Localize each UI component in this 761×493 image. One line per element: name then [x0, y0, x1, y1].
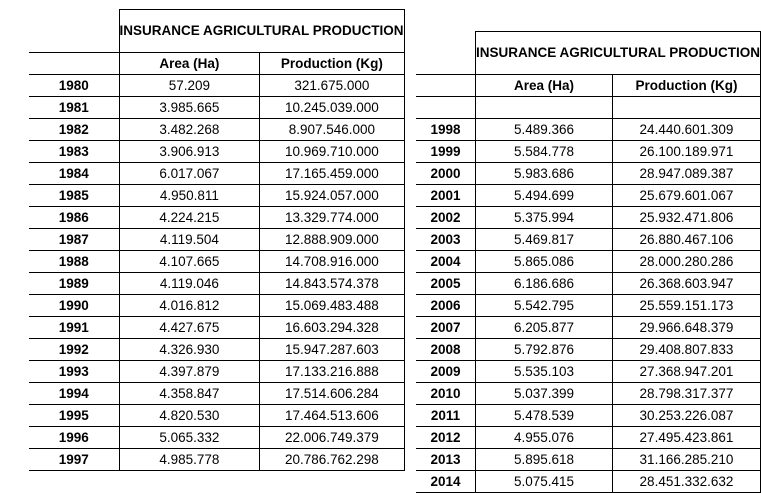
year-cell: 1981 — [29, 97, 119, 119]
table-row — [416, 273, 761, 295]
area-cell: 4.119.046 — [119, 273, 260, 295]
area-cell: 6.186.686 — [476, 273, 613, 295]
production-cell: 12.888.909.000 — [260, 229, 404, 251]
year-cell: 2006 — [416, 295, 476, 317]
year-cell: 2003 — [416, 229, 476, 251]
table-row — [29, 163, 404, 185]
table-row — [29, 317, 404, 339]
production-cell: 25.932.471.806 — [612, 207, 760, 229]
production-cell: 27.495.423.861 — [612, 427, 760, 449]
area-cell: 5.494.699 — [476, 185, 613, 207]
table-row — [29, 97, 404, 119]
area-cell: 4.224.215 — [119, 207, 260, 229]
year-cell: 1983 — [29, 141, 119, 163]
year-cell: 2007 — [416, 317, 476, 339]
column-header-row — [29, 53, 404, 75]
production-table-1980-1997 — [29, 9, 405, 471]
table-row — [29, 383, 404, 405]
table-row — [29, 207, 404, 229]
area-cell: 4.326.930 — [119, 339, 260, 361]
year-cell: 2009 — [416, 361, 476, 383]
area-cell: 4.397.879 — [119, 361, 260, 383]
empty-corner-cell — [416, 32, 476, 75]
empty-corner-cell — [29, 10, 119, 53]
year-cell: 1996 — [29, 427, 119, 449]
year-cell: 1997 — [29, 449, 119, 471]
production-cell: 14.843.574.378 — [260, 273, 404, 295]
table-row — [416, 185, 761, 207]
table-row — [416, 427, 761, 449]
year-cell: 2010 — [416, 383, 476, 405]
area-cell: 4.107.665 — [119, 251, 260, 273]
area-cell: 57.209 — [119, 75, 260, 97]
area-cell: 6.205.877 — [476, 317, 613, 339]
area-cell: 5.542.795 — [476, 295, 613, 317]
production-cell: 28.451.332.632 — [612, 471, 760, 493]
table-row — [416, 163, 761, 185]
production-cell: 15.069.483.488 — [260, 295, 404, 317]
area-cell: 4.950.811 — [119, 185, 260, 207]
production-cell: 29.408.807.833 — [612, 339, 760, 361]
table-row — [416, 449, 761, 471]
year-cell: 2012 — [416, 427, 476, 449]
table-row — [416, 317, 761, 339]
table-title: INSURANCE AGRICULTURAL PRODUCTION — [119, 10, 404, 53]
table-row — [416, 229, 761, 251]
table-row — [29, 427, 404, 449]
production-cell: 26.880.467.106 — [612, 229, 760, 251]
table-row — [29, 141, 404, 163]
table-row — [29, 75, 404, 97]
production-cell: 14.708.916.000 — [260, 251, 404, 273]
area-cell: 5.478.539 — [476, 405, 613, 427]
year-cell: 2001 — [416, 185, 476, 207]
year-cell: 1985 — [29, 185, 119, 207]
area-column-header: Area (Ha) — [119, 53, 260, 75]
table-row — [416, 119, 761, 141]
area-cell: 3.906.913 — [119, 141, 260, 163]
table-row — [416, 361, 761, 383]
year-cell: 2004 — [416, 251, 476, 273]
area-cell: 5.375.994 — [476, 207, 613, 229]
year-cell: 2011 — [416, 405, 476, 427]
year-cell: 1998 — [416, 119, 476, 141]
table-row — [29, 119, 404, 141]
production-cell: 17.514.606.284 — [260, 383, 404, 405]
production-column-header: Production (Kg) — [260, 53, 404, 75]
year-cell: 1988 — [29, 251, 119, 273]
production-cell: 22.006.749.379 — [260, 427, 404, 449]
table-row — [29, 449, 404, 471]
area-cell: 4.427.675 — [119, 317, 260, 339]
blank-cell — [416, 97, 476, 119]
table-row — [416, 383, 761, 405]
production-cell: 15.924.057.000 — [260, 185, 404, 207]
area-cell: 5.469.817 — [476, 229, 613, 251]
production-cell: 26.368.603.947 — [612, 273, 760, 295]
table-row — [29, 405, 404, 427]
production-cell: 321.675.000 — [260, 75, 404, 97]
area-column-header: Area (Ha) — [476, 75, 613, 97]
production-cell: 10.969.710.000 — [260, 141, 404, 163]
table-row — [29, 229, 404, 251]
year-cell: 1984 — [29, 163, 119, 185]
area-cell: 6.017.067 — [119, 163, 260, 185]
year-cell: 1995 — [29, 405, 119, 427]
area-cell: 4.955.076 — [476, 427, 613, 449]
production-cell: 16.603.294.328 — [260, 317, 404, 339]
production-table-1998-2014 — [416, 31, 761, 493]
area-cell: 4.119.504 — [119, 229, 260, 251]
production-cell: 29.966.648.379 — [612, 317, 760, 339]
table-row — [416, 405, 761, 427]
production-cell: 20.786.762.298 — [260, 449, 404, 471]
area-cell: 4.016.812 — [119, 295, 260, 317]
table-row — [416, 141, 761, 163]
table-row — [29, 251, 404, 273]
production-cell: 31.166.285.210 — [612, 449, 760, 471]
year-header-cell — [29, 53, 119, 75]
year-cell: 1994 — [29, 383, 119, 405]
production-cell: 25.679.601.067 — [612, 185, 760, 207]
production-cell: 17.165.459.000 — [260, 163, 404, 185]
area-cell: 5.983.686 — [476, 163, 613, 185]
production-cell: 28.798.317.377 — [612, 383, 760, 405]
area-cell: 3.985.665 — [119, 97, 260, 119]
table-row — [416, 251, 761, 273]
table-title-row — [416, 32, 761, 75]
area-cell: 3.482.268 — [119, 119, 260, 141]
area-cell: 5.037.399 — [476, 383, 613, 405]
production-column-header: Production (Kg) — [612, 75, 760, 97]
production-cell: 17.464.513.606 — [260, 405, 404, 427]
year-cell: 2002 — [416, 207, 476, 229]
table-row — [416, 339, 761, 361]
year-cell: 2013 — [416, 449, 476, 471]
blank-row — [416, 97, 761, 119]
area-cell: 5.584.778 — [476, 141, 613, 163]
production-cell: 10.245.039.000 — [260, 97, 404, 119]
area-cell: 5.075.415 — [476, 471, 613, 493]
area-cell: 5.535.103 — [476, 361, 613, 383]
table-title-row — [29, 10, 404, 53]
production-cell: 26.100.189.971 — [612, 141, 760, 163]
area-cell: 4.985.778 — [119, 449, 260, 471]
table-row — [29, 295, 404, 317]
year-cell: 1999 — [416, 141, 476, 163]
year-cell: 2005 — [416, 273, 476, 295]
year-cell: 1989 — [29, 273, 119, 295]
column-header-row — [416, 75, 761, 97]
area-cell: 5.065.332 — [119, 427, 260, 449]
table-row — [29, 273, 404, 295]
area-cell: 4.820.530 — [119, 405, 260, 427]
year-cell: 1992 — [29, 339, 119, 361]
year-cell: 2014 — [416, 471, 476, 493]
year-cell: 1991 — [29, 317, 119, 339]
table-row — [416, 471, 761, 493]
year-header-cell — [416, 75, 476, 97]
table-row — [29, 361, 404, 383]
year-cell: 1986 — [29, 207, 119, 229]
year-cell: 1993 — [29, 361, 119, 383]
production-cell: 8.907.546.000 — [260, 119, 404, 141]
area-cell: 5.895.618 — [476, 449, 613, 471]
production-cell: 13.329.774.000 — [260, 207, 404, 229]
table-title: INSURANCE AGRICULTURAL PRODUCTION — [476, 32, 761, 75]
year-cell: 2000 — [416, 163, 476, 185]
area-cell: 5.792.876 — [476, 339, 613, 361]
table-row — [416, 295, 761, 317]
table-row — [29, 339, 404, 361]
year-cell: 1982 — [29, 119, 119, 141]
area-cell: 5.489.366 — [476, 119, 613, 141]
year-cell: 1987 — [29, 229, 119, 251]
year-cell: 2008 — [416, 339, 476, 361]
production-cell: 30.253.226.087 — [612, 405, 760, 427]
production-cell: 28.000.280.286 — [612, 251, 760, 273]
area-cell: 4.358.847 — [119, 383, 260, 405]
production-cell: 27.368.947.201 — [612, 361, 760, 383]
production-cell: 24.440.601.309 — [612, 119, 760, 141]
production-cell: 25.559.151.173 — [612, 295, 760, 317]
blank-cell — [612, 97, 760, 119]
table-row — [416, 207, 761, 229]
production-cell: 15.947.287.603 — [260, 339, 404, 361]
blank-cell — [476, 97, 613, 119]
year-cell: 1980 — [29, 75, 119, 97]
year-cell: 1990 — [29, 295, 119, 317]
production-cell: 17.133.216.888 — [260, 361, 404, 383]
production-cell: 28.947.089.387 — [612, 163, 760, 185]
area-cell: 5.865.086 — [476, 251, 613, 273]
table-row — [29, 185, 404, 207]
